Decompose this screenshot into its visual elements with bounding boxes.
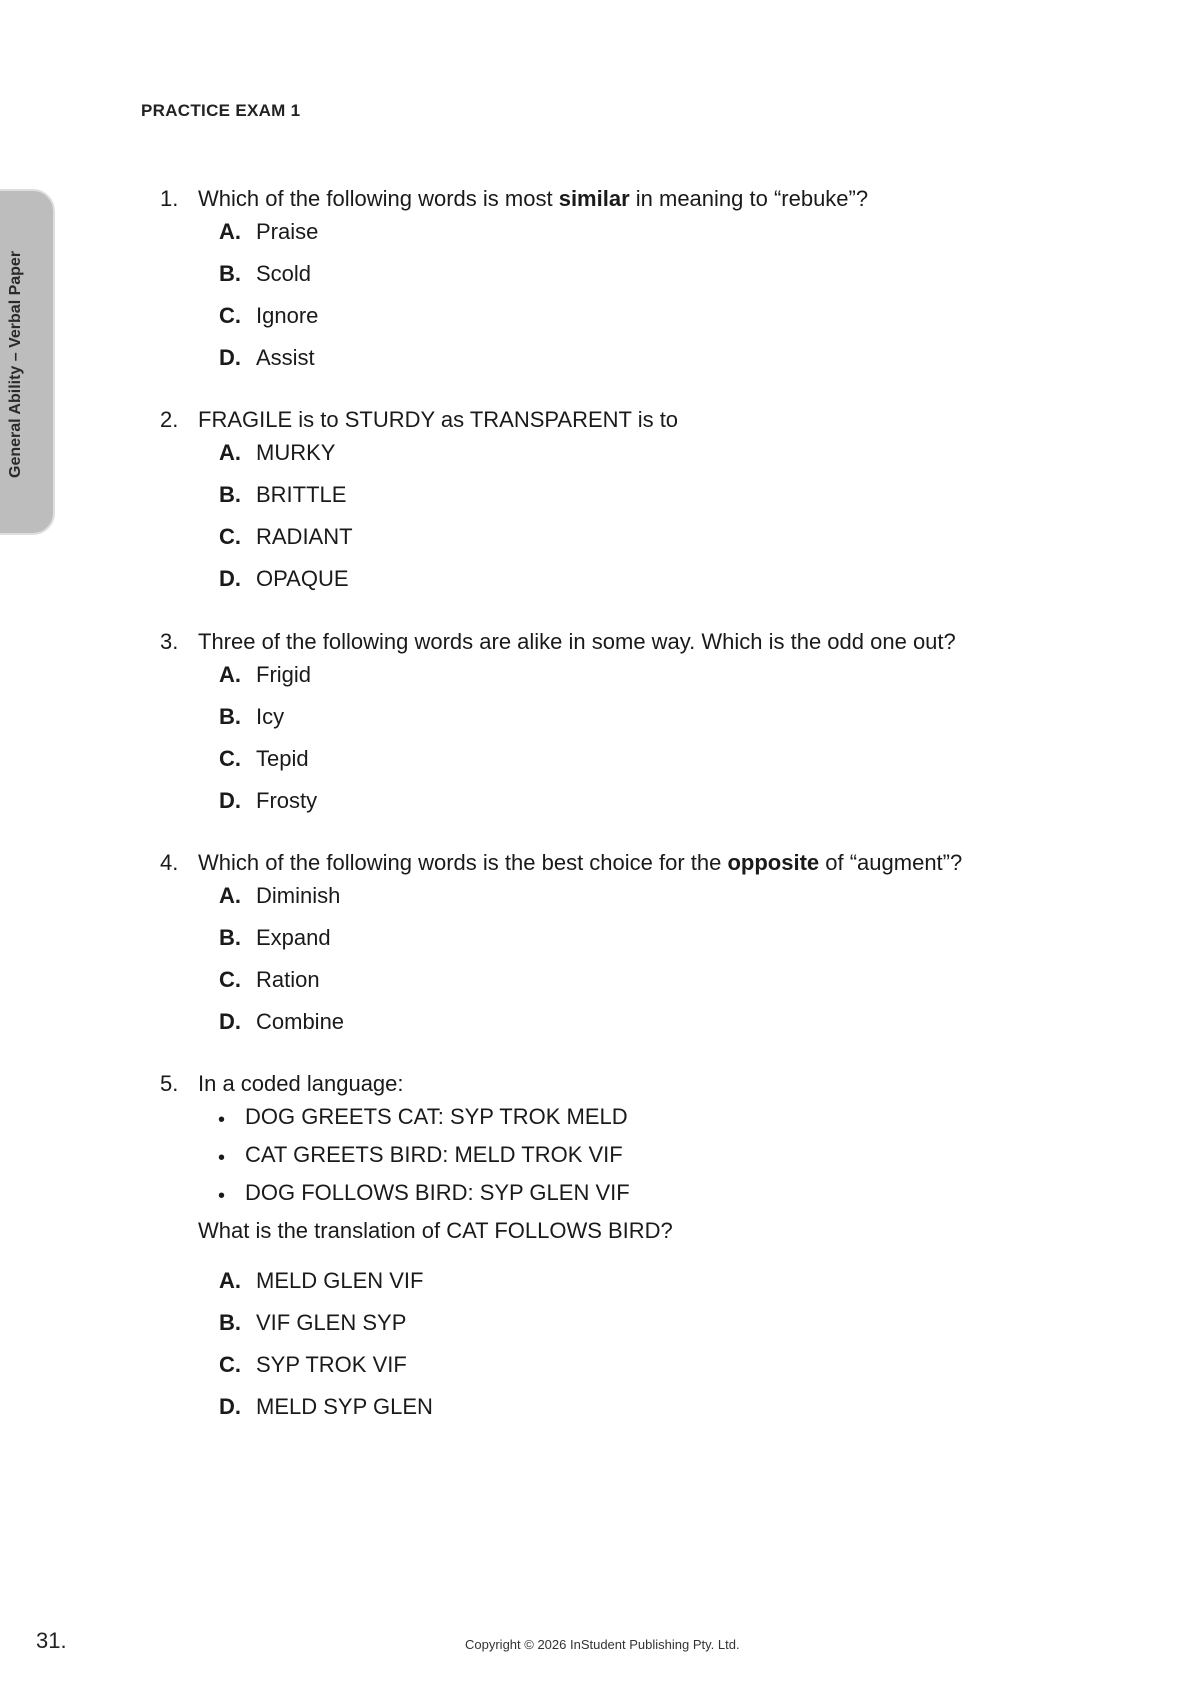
copyright-notice: Copyright © 2026 InStudent Publishing Pty. Ltd. xyxy=(465,1637,740,1652)
question-number: 2. xyxy=(160,407,179,432)
section-side-tab xyxy=(0,189,55,535)
question-number: 1. xyxy=(160,186,179,211)
code-example: • DOG FOLLOWS BIRD: SYP GLEN VIF xyxy=(160,1175,1040,1213)
question-emphasis: similar xyxy=(558,186,630,211)
bullet-icon: • xyxy=(218,1147,226,1169)
question-2 xyxy=(160,405,1040,603)
bullet-icon: • xyxy=(218,1185,226,1207)
option-b[interactable]: B. VIF GLEN SYP xyxy=(219,1310,407,1335)
question-text: Three of the following words are alike in some way. Which is the odd one out? xyxy=(198,629,956,654)
option-b[interactable]: B. BRITTLE xyxy=(219,482,347,507)
question-1 xyxy=(160,184,1040,382)
option-d[interactable]: D. Combine xyxy=(219,1009,345,1034)
question-4 xyxy=(160,848,1040,1046)
option-b[interactable]: B. Icy xyxy=(219,704,285,729)
question-text: In a coded language: xyxy=(198,1071,404,1096)
option-a[interactable]: A. MURKY xyxy=(219,440,336,465)
question-3 xyxy=(160,627,1040,825)
question-number: 3. xyxy=(160,629,179,654)
question-emphasis: opposite xyxy=(727,850,820,875)
bullet-icon: • xyxy=(218,1109,226,1131)
question-5 xyxy=(160,1069,1040,1431)
option-a[interactable]: A. Frigid xyxy=(219,662,312,687)
code-example: • CAT GREETS BIRD: MELD TROK VIF xyxy=(160,1137,1040,1175)
section-side-tab-label: General Ability – Verbal Paper xyxy=(7,250,24,478)
option-c[interactable]: C. Ignore xyxy=(219,303,319,328)
code-example: • DOG GREETS CAT: SYP TROK MELD xyxy=(160,1099,1040,1137)
option-d[interactable]: D. Frosty xyxy=(219,788,318,813)
option-d[interactable]: D. Assist xyxy=(219,345,315,370)
option-d[interactable]: D. OPAQUE xyxy=(219,566,349,591)
question-text: Which of the following words is most similar in meaning to “rebuke”? xyxy=(198,186,869,211)
option-b[interactable]: B. Scold xyxy=(219,261,312,286)
option-b[interactable]: B. Expand xyxy=(219,925,331,950)
question-number: 5. xyxy=(160,1071,179,1096)
option-c[interactable]: C. RADIANT xyxy=(219,524,353,549)
option-c[interactable]: C. SYP TROK VIF xyxy=(219,1352,407,1377)
question-text: FRAGILE is to STURDY as TRANSPARENT is to xyxy=(198,407,679,432)
page-header: PRACTICE EXAM 1 xyxy=(141,101,301,120)
option-c[interactable]: C. Tepid xyxy=(219,746,309,771)
page-number: 31. xyxy=(36,1628,67,1653)
question-number: 4. xyxy=(160,850,179,875)
option-d[interactable]: D. MELD SYP GLEN xyxy=(219,1394,433,1419)
option-c[interactable]: C. Ration xyxy=(219,967,320,992)
option-a[interactable]: A. Praise xyxy=(219,219,319,244)
question-text: Which of the following words is the best choice for the opposite of “augment”? xyxy=(198,850,963,875)
option-a[interactable]: A. MELD GLEN VIF xyxy=(219,1268,424,1293)
option-a[interactable]: A. Diminish xyxy=(219,883,341,908)
question-subtext: What is the translation of CAT FOLLOWS BIRD? xyxy=(198,1218,673,1243)
